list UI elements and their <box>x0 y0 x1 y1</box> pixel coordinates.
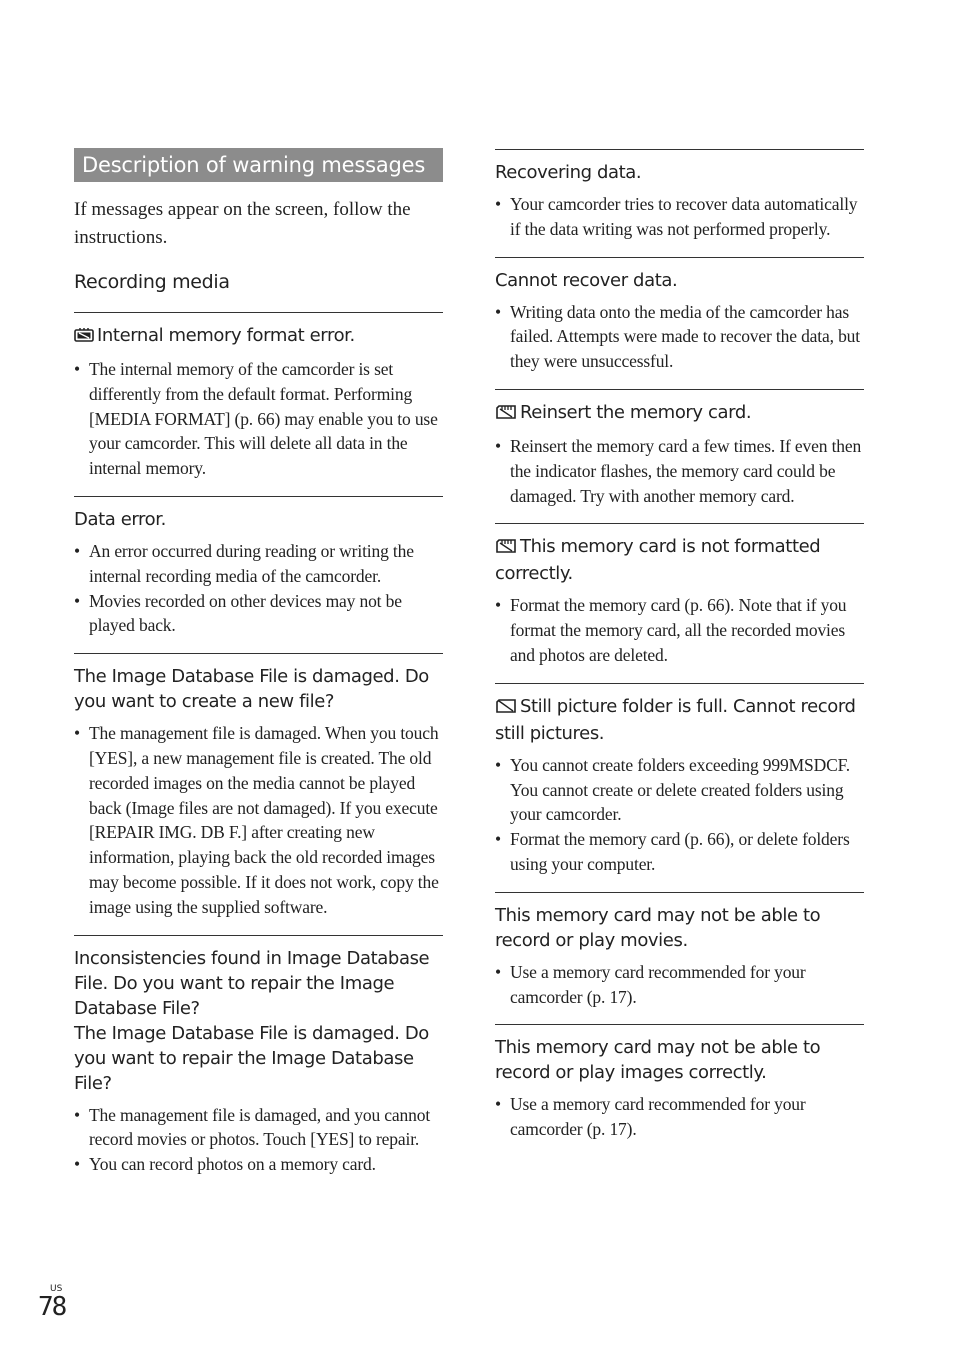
entry-title: This memory card may not be able to record or play images correctly. <box>495 1037 821 1084</box>
bullet-list <box>74 1103 443 1177</box>
entry-title <box>495 400 864 427</box>
bullet-list <box>495 300 864 374</box>
entry-title-text: Internal memory format error. <box>97 325 355 346</box>
list-item: • Reinsert the memory card a few times. If even then the indicator flashes, the memory card could be damaged. Try with another memory card. <box>495 434 864 508</box>
bullet-list <box>495 434 864 508</box>
left-column <box>74 148 443 1192</box>
list-item: • The management file is damaged. When you touch [YES], a new management file is created. The old recorded images on the media cannot be played back (Image files are not damaged). If you execute [REPAIR IMG. DB F.] after creating new information, playing back the old recorded images may become possible. If it does not work, copy the image using the supplied software. <box>74 721 443 919</box>
entry-title <box>74 323 443 350</box>
bullet-list <box>495 192 864 242</box>
entry-card-cannot-record-images <box>495 1024 864 1157</box>
page-number: 78 <box>38 1292 66 1322</box>
entry-recovering-data <box>495 149 864 257</box>
subheading: Recording media <box>74 271 230 293</box>
entry-reinsert-memory-card <box>495 389 864 523</box>
entry-data-error <box>74 496 443 653</box>
entry-title: Inconsistencies found in Image Database File. Do you want to repair the Image Database File? <box>74 947 430 1019</box>
list-item: • The management file is damaged, and you cannot record movies or photos. Touch [YES] to repair. <box>74 1103 443 1153</box>
entry-database-repair <box>74 935 443 1192</box>
bullet-list <box>74 357 443 481</box>
bullet-list <box>495 960 864 1010</box>
page-region-label: US <box>50 1284 63 1294</box>
bullet-list <box>74 721 443 919</box>
entry-title: Cannot recover data. <box>495 269 678 291</box>
list-item: • The internal memory of the camcorder is set differently from the default format. Performing [MEDIA FORMAT] (p. 66) may enable you to use your camcorder. This will delete all data in the internal memory. <box>74 357 443 481</box>
entry-card-not-formatted <box>495 523 864 682</box>
entry-title: The Image Database File is damaged. Do you want to create a new file? <box>74 666 429 713</box>
entry-title-text: This memory card is not formatted correctly. <box>495 536 821 585</box>
entry-card-cannot-record-movies <box>495 892 864 1025</box>
internal-memory-icon <box>74 325 94 350</box>
bullet-list <box>495 1092 864 1142</box>
entry-title: Recovering data. <box>495 162 642 183</box>
entry-database-damaged-create <box>74 653 443 934</box>
bullet-list <box>74 539 443 638</box>
entry-internal-memory-format-error <box>74 312 443 496</box>
list-item: • Format the memory card (p. 66). Note that if you format the memory card, all the recorded movies and photos are deleted. <box>495 593 864 667</box>
list-item: • Movies recorded on other devices may not be played back. <box>74 589 443 639</box>
list-item: • Use a memory card recommended for your camcorder (p. 17). <box>495 1092 864 1142</box>
intro-text: If messages appear on the screen, follow the instructions. <box>74 199 411 248</box>
list-item: • Format the memory card (p. 66), or delete folders using your computer. <box>495 827 864 877</box>
entry-title: This memory card may not be able to record or play movies. <box>495 904 821 951</box>
entry-title-text: Still picture folder is full. Cannot record still pictures. <box>495 695 856 744</box>
right-column <box>495 149 864 1157</box>
entry-title-text: Reinsert the memory card. <box>520 401 752 423</box>
list-item: • Writing data onto the media of the camcorder has failed. Attempts were made to recover the data, but they were unsuccessful. <box>495 300 864 374</box>
memory-card-icon <box>495 536 517 561</box>
entry-folder-full <box>495 683 864 892</box>
list-item: • Use a memory card recommended for your camcorder (p. 17). <box>495 960 864 1010</box>
list-item: • You can record photos on a memory card. <box>74 1152 443 1177</box>
memory-card-icon <box>495 402 517 427</box>
entry-title <box>495 694 864 746</box>
entry-cannot-recover-data <box>495 257 864 389</box>
entry-title: Data error. <box>74 508 166 530</box>
list-item: • Your camcorder tries to recover data automatically if the data writing was not performed properly. <box>495 192 864 242</box>
list-item: • You cannot create folders exceeding 999MSDCF. You cannot create or delete created folders using your camcorder. <box>495 753 864 827</box>
bullet-list <box>495 753 864 877</box>
list-item: • An error occurred during reading or writing the internal recording media of the camcorder. <box>74 539 443 589</box>
bullet-list <box>495 593 864 667</box>
entry-title-alt: The Image Database File is damaged. Do you want to repair the Image Database File? <box>74 1022 429 1094</box>
section-title: Description of warning messages <box>74 148 443 182</box>
memory-card-icon <box>495 696 517 721</box>
entry-title <box>495 534 864 586</box>
